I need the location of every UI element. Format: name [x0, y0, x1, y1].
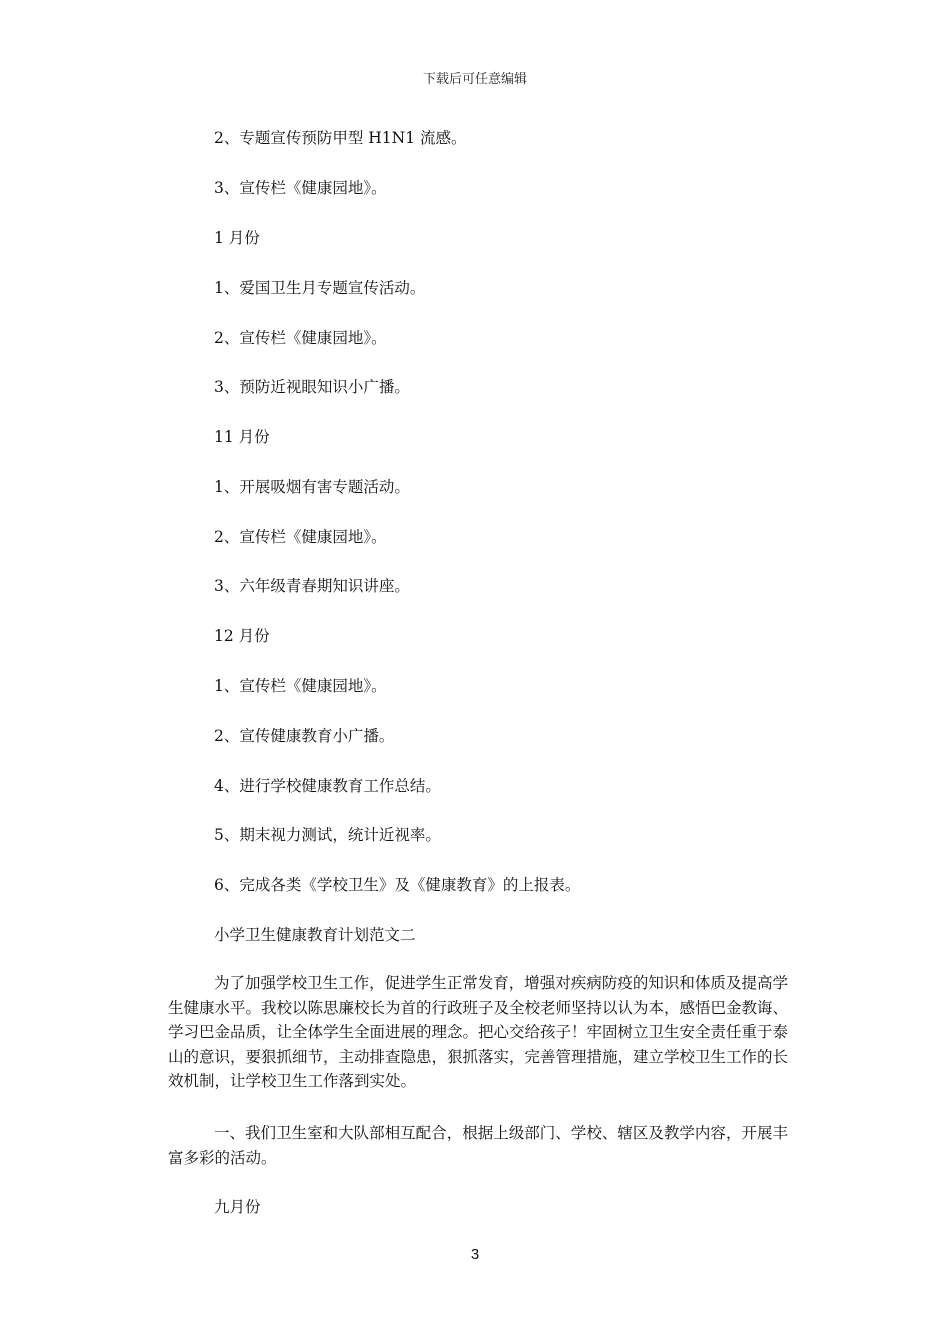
list-item: 2、宣传健康教育小广播。	[214, 727, 395, 745]
month-heading: 12 月份	[214, 627, 270, 645]
list-item: 4、进行学校健康教育工作总结。	[214, 777, 441, 795]
list-item: 2、宣传栏《健康园地》。	[214, 528, 387, 546]
list-item: 1、开展吸烟有害专题活动。	[214, 478, 410, 496]
list-item: 1、宣传栏《健康园地》。	[214, 677, 387, 695]
list-item: 1、爱国卫生月专题宣传活动。	[214, 279, 426, 297]
list-item: 3、预防近视眼知识小广播。	[214, 378, 410, 396]
month-heading: 1 月份	[214, 229, 260, 247]
section-title: 小学卫生健康教育计划范文二	[214, 926, 416, 944]
list-item: 2、宣传栏《健康园地》。	[214, 329, 387, 347]
list-item: 5、期末视力测试，统计近视率。	[214, 826, 441, 844]
month-heading: 11 月份	[214, 428, 270, 446]
page-number: 3	[470, 1246, 480, 1263]
list-item: 3、六年级青春期知识讲座。	[214, 577, 410, 595]
list-item: 2、专题宣传预防甲型 H1N1 流感。	[214, 129, 467, 147]
body-paragraph: 为了加强学校卫生工作，促进学生正常发育，增强对疾病防疫的知识和体质及提高学生健康水平。我校以陈思廉校长为首的行政班子及全校老师坚持以认为本，感悟巴金教诲、学习巴金品质，让全体学生全面进展的理念。把心交给孩子！牢固树立卫生安全责任重于泰山的意识，要狠抓细节，主动排查隐患，狠抓落实，完善管理措施，建立学校卫生工作的长效机制，让学校卫生工作落到实处。	[168, 974, 789, 1091]
body-paragraph: 一、我们卫生室和大队部相互配合，根据上级部门、学校、辖区及教学内容，开展丰富多彩的活动。	[168, 1124, 788, 1167]
list-item: 6、完成各类《学校卫生》及《健康教育》的上报表。	[214, 876, 581, 894]
list-item: 3、宣传栏《健康园地》。	[214, 179, 387, 197]
month-heading: 九月份	[214, 1198, 261, 1216]
page-header: 下载后可任意编辑	[422, 72, 527, 87]
